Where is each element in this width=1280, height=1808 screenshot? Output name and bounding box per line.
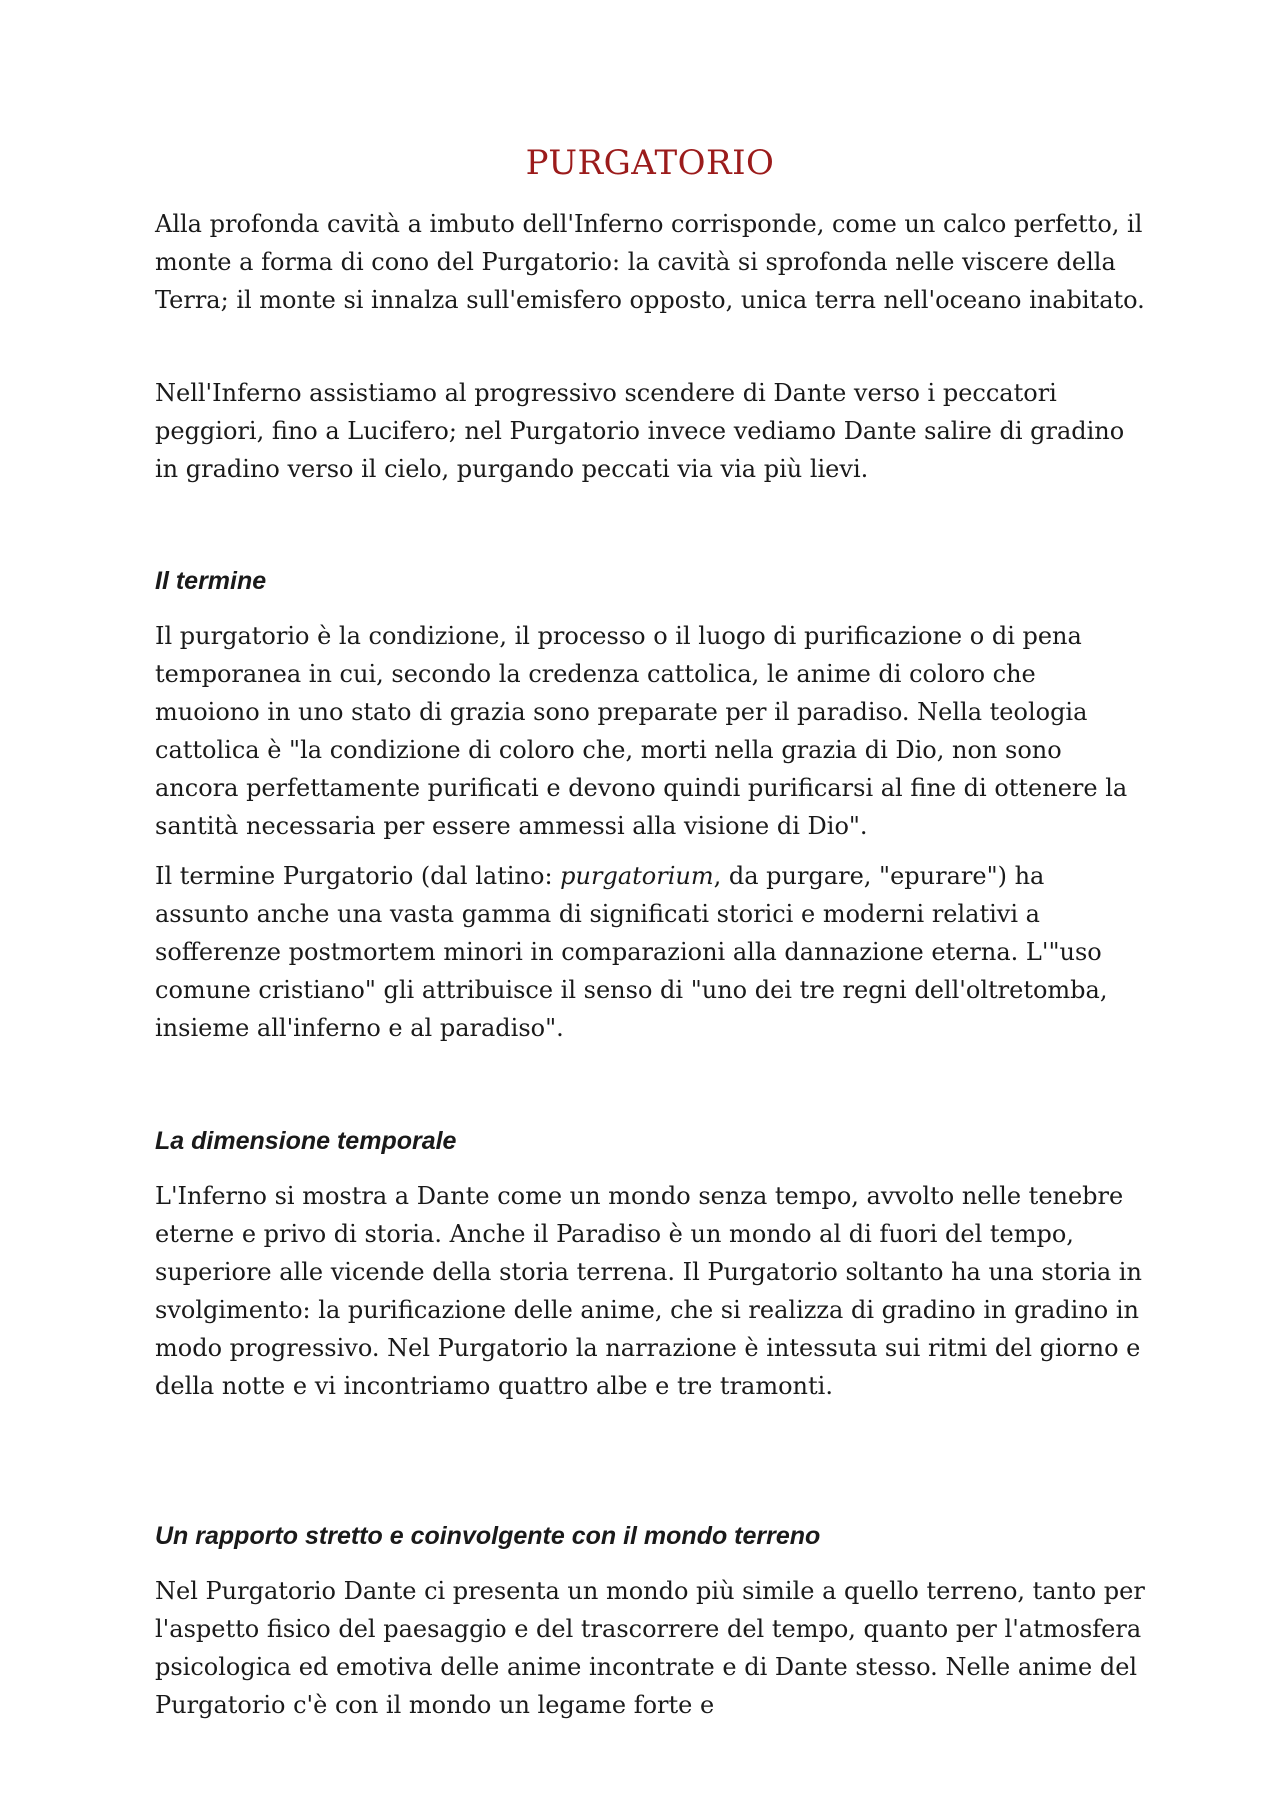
intro-paragraph-1: Alla profonda cavità a imbuto dell'Inferno corrisponde, come un calco perfetto, il monte a forma di cono del Purgatorio: la cavità si sprofonda nelle viscere della Terra; il monte si innalza sull'emisfero opposto, unica terra nell'oceano inabitato.: [155, 210, 1145, 314]
paragraph-text: Il termine Purgatorio (dal latino:: [155, 862, 561, 890]
paragraph-text: , da purgare, "epurare") ha assunto anche una vasta gamma di significati storici e moderni relativi a sofferenze postmortem minori in comparazioni alla dannazione eterna. L'"uso comune cristiano" gli attribuisce il senso di "uno dei tre regni dell'oltretomba, insieme all'inferno e al paradiso".: [155, 862, 1108, 1042]
latin-term: purgatorium: [560, 862, 714, 890]
section-dimensione-temporale-paragraph: L'Inferno si mostra a Dante come un mondo senza tempo, avvolto nelle tenebre eterne e privo di storia. Anche il Paradiso è un mondo al di fuori del tempo, superiore alle vicende della storia terrena. Il Purgatorio soltanto ha una storia in svolgimento: la purificazione delle anime, che si realizza di gradino in gradino in modo progressivo. Nel Purgatorio la narrazione è intessuta sui ritmi del giorno e della notte e vi incontriamo quattro albe e tre tramonti.: [155, 1182, 1142, 1400]
intro-paragraph-2: Nell'Inferno assistiamo al progressivo scendere di Dante verso i peccatori peggiori, fino a Lucifero; nel Purgatorio invece vediamo Dante salire di gradino in gradino verso il cielo, purgando peccati via via più lievi.: [155, 379, 1125, 483]
page-title: PURGATORIO: [525, 143, 775, 183]
section-heading-dimensione-temporale: La dimensione temporale: [155, 1127, 457, 1155]
section-il-termine-paragraph-2: [155, 857, 1145, 1047]
section-il-termine-paragraph-1: Il purgatorio è la condizione, il processo o il luogo di purificazione o di pena temporanea in cui, secondo la credenza cattolica, le anime di coloro che muoiono in uno stato di grazia sono preparate per il paradiso. Nella teologia cattolica è "la condizione di coloro che, morti nella grazia di Dio, non sono ancora perfettamente purificati e devono quindi purificarsi al fine di ottenere la santità necessaria per essere ammessi alla visione di Dio".: [155, 622, 1128, 840]
section-heading-rapporto-mondo-terreno: Un rapporto stretto e coinvolgente con il mondo terreno: [155, 1522, 821, 1550]
section-rapporto-mondo-terreno-paragraph: Nel Purgatorio Dante ci presenta un mondo più simile a quello terreno, tanto per l'aspetto fisico del paesaggio e del trascorrere del tempo, quanto per l'atmosfera psicologica ed emotiva delle anime incontrate e di Dante stesso. Nelle anime del Purgatorio c'è con il mondo un legame forte e: [155, 1577, 1145, 1719]
section-heading-il-termine: Il termine: [155, 567, 267, 595]
